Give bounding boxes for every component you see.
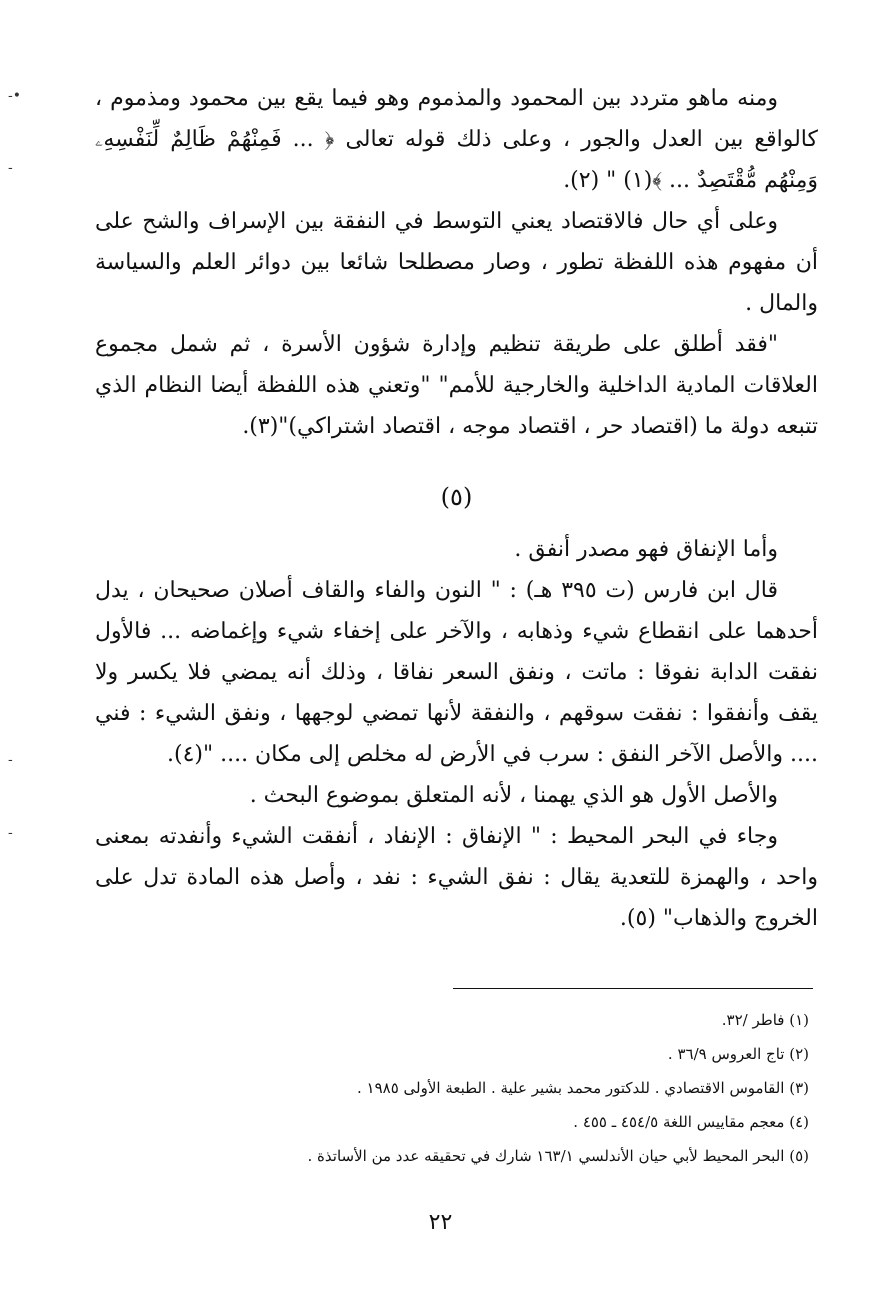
footnote: (٥) البحر المحيط لأبي حيان الأندلسي ١٦٣/١ شارك في تحقيقه عدد من الأساتذة . bbox=[307, 1147, 809, 1165]
paragraph: وأما الإنفاق فهو مصدر أنفق . bbox=[514, 537, 778, 562]
footnote: (٣) القاموس الاقتصادي . للدكتور محمد بشير علية . الطبعة الأولى ١٩٨٥ . bbox=[356, 1079, 809, 1097]
paragraph: والأصل الأول هو الذي يهمنا ، لأنه المتعلق بموضوع البحث . bbox=[249, 783, 778, 808]
page-number: ٢٢ bbox=[428, 1210, 453, 1235]
margin-mark: - bbox=[8, 752, 13, 768]
footnote: (٤) معجم مقاييس اللغة ٤٥٤/٥ ـ ٤٥٥ . bbox=[573, 1113, 809, 1131]
paragraph: وجاء في البحر المحيط : " الإنفاق : الإنفاد ، أنفقت الشيء وأنفدته بمعنى واحد ، والهمزة للتعدية يقال : نفق الشيء : نفد ، وأصل هذه المادة تدل على الخروج والذهاب" (٥). bbox=[95, 824, 818, 931]
footnotes bbox=[169, 1003, 809, 1173]
margin-mark: -• bbox=[8, 88, 21, 104]
paragraph: ومنه ماهو متردد بين المحمود والمذموم وهو فيما يقع بين محمود ومذموم ، كالواقع بين العدل والجور ، وعلى ذلك قوله تعالى ﴿ ... فَمِنْهُمْ ظَالِمٌ لِّنَفْسِهِۦ وَمِنْهُم مُّقْتَصِدٌ ... ﴾(١) " (٢). bbox=[95, 86, 818, 193]
footnote-divider bbox=[453, 988, 813, 989]
footnote: (١) فاطر /٣٢. bbox=[721, 1011, 809, 1029]
section-heading: (٥) bbox=[440, 483, 473, 511]
footnote: (٢) تاج العروس ٣٦/٩ . bbox=[667, 1045, 809, 1063]
paragraph: "فقد أطلق على طريقة تنظيم وإدارة شؤون الأسرة ، ثم شمل مجموع العلاقات المادية الداخلية والخارجية للأمم" "وتعني هذه اللفظة أيضا النظام الذي تتبعه دولة ما (اقتصاد حر ، اقتصاد موجه ، اقتصاد اشتراكي)"(٣). bbox=[95, 332, 818, 439]
page-body bbox=[95, 78, 818, 939]
margin-mark: - bbox=[8, 160, 13, 176]
paragraph: وعلى أي حال فالاقتصاد يعني التوسط في النفقة بين الإسراف والشح على أن مفهوم هذه اللفظة تطور ، وصار مصطلحا شائعا بين دوائر العلم والسياسة والمال . bbox=[95, 209, 818, 316]
margin-mark: - bbox=[8, 825, 13, 841]
paragraph: قال ابن فارس (ت ٣٩٥ هـ) : " النون والفاء والقاف أصلان صحيحان ، يدل أحدهما على انقطاع شيء وذهابه ، والآخر على إخفاء شيء وإغماضه ... فالأول نفقت الدابة نفوقا : ماتت ، ونفق السعر نفاقا ، وذلك أنه يمضي فلا يكسر ولا يقف وأنفقوا : نفقت سوقهم ، والنفقة لأنها تمضي لوجهها ، ونفق الشيء : فني .... والأصل الآخر النفق : سرب في الأرض له مخلص إلى مكان .... "(٤). bbox=[95, 578, 818, 767]
